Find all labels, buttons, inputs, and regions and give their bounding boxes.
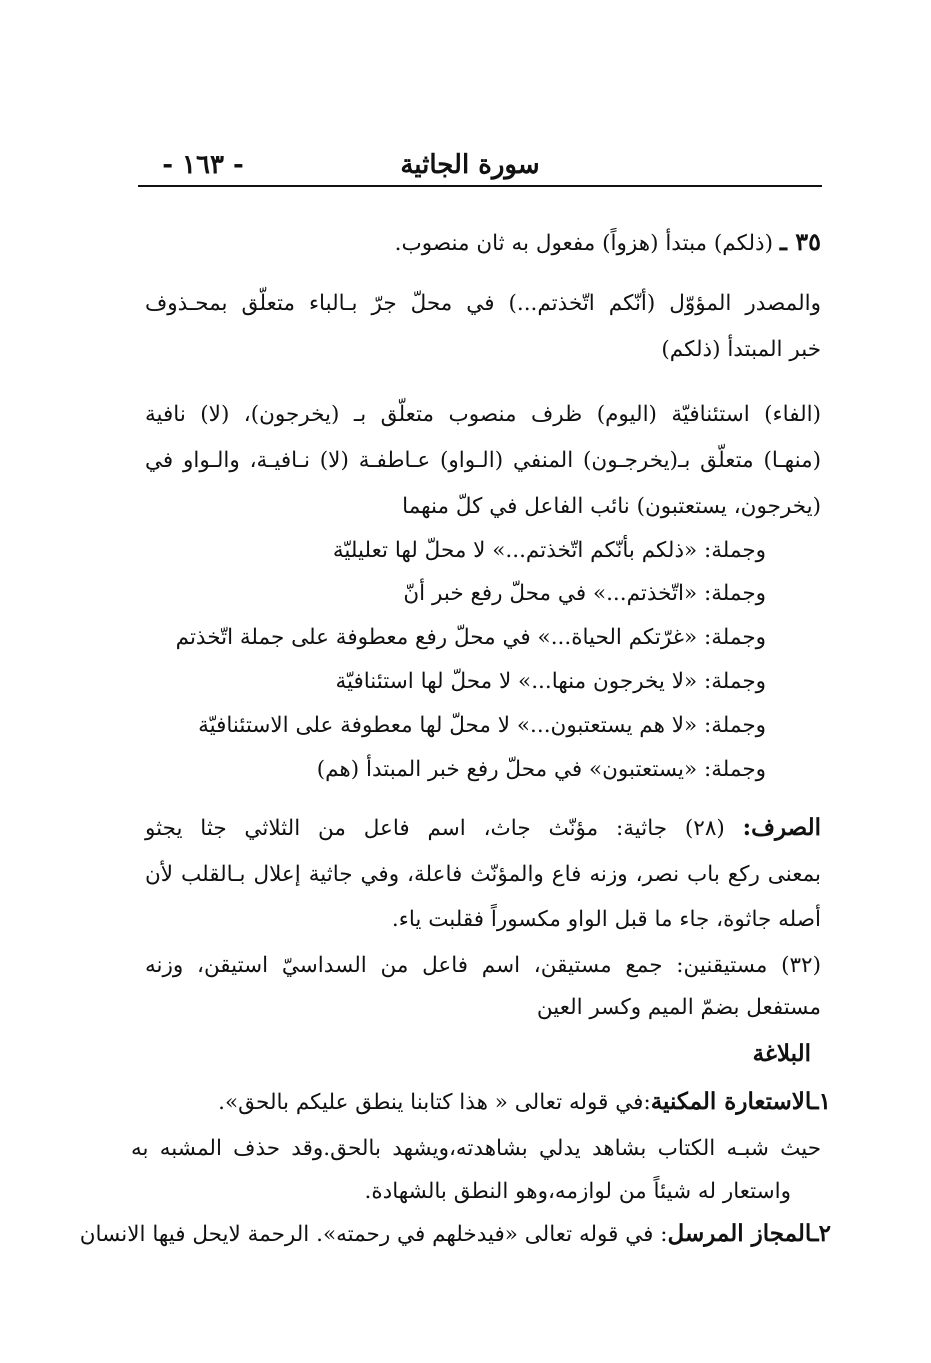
text-line: مستفعل بضمّ الميم وكسر العين bbox=[536, 995, 821, 1020]
text-line: أصله جاثوة، جاء ما قبل الواو مكسوراً فقلبت ياء. bbox=[391, 907, 821, 932]
text-line: (٣٢) مستيقنين: جمع مستيقن، اسم فاعل من السداسيّ استيقن، وزنه bbox=[145, 953, 821, 978]
text-line: (منهـا) متعلّق بـ(يخرجـون) المنفي (الـواو) عـاطفـة (لا) نـافيـة، والـواو في bbox=[145, 448, 821, 473]
line-text: :في قوله تعالى « هذا كتابنا ينطق عليكم بالحق». bbox=[218, 1090, 651, 1115]
rhetoric-label: ٢ـالمجاز المرسل bbox=[667, 1220, 831, 1247]
surah-title: سورة الجاثية bbox=[400, 150, 540, 180]
rhetoric-label: ١ـالاستعارة المكنية bbox=[650, 1088, 831, 1115]
text-line: والمصدر المؤوّل (أنّكم اتّخذتم...) في محلّ جرّ بـالباء متعلّق بمحـذوف bbox=[145, 291, 821, 316]
line-text: (٢٨) جاثية: مؤنّث جاث، اسم فاعل من الثلاثي جثا يجثو bbox=[145, 816, 743, 841]
sentence-analysis: وجملة: «اتّخذتم...» في محلّ رفع خبر أنّ bbox=[403, 581, 766, 606]
text-line: (يخرجون، يستعتبون) نائب الفاعل في كلّ منهما bbox=[402, 494, 821, 519]
text-line: بمعنى ركع باب نصر، وزنه فاع والمؤنّث فاعلة، وفي جاثية إعلال بـالقلب لأن bbox=[145, 862, 821, 887]
page-number: - ١٦٣ - bbox=[162, 150, 244, 180]
rhetoric-item bbox=[218, 1086, 831, 1118]
morphology-line bbox=[145, 812, 821, 844]
text-line: (الفاء) استئنافيّة (اليوم) ظرف منصوب متعلّق بـ (يخرجون)، (لا) نافية bbox=[145, 402, 821, 427]
ayah-number: ٣٥ ـ bbox=[779, 227, 821, 256]
header-rule bbox=[138, 185, 822, 187]
section-heading: البلاغة bbox=[752, 1040, 811, 1067]
text-line: حيث شبـه الكتاب بشاهد يدلي بشاهدته،ويشهد بالحق.وقد حذف المشبه به bbox=[131, 1136, 821, 1161]
sentence-analysis: وجملة: «لا هم يستعتبون...» لا محلّ لها معطوفة على الاستئنافيّة bbox=[198, 713, 766, 738]
sentence-analysis: وجملة: «ذلكم بأنّكم اتّخذتم...» لا محلّ لها تعليليّة bbox=[332, 538, 766, 563]
line-text: (ذلكم) مبتدأ (هزواً) مفعول به ثان منصوب. bbox=[394, 231, 780, 256]
rhetoric-item bbox=[79, 1218, 831, 1250]
sentence-analysis: وجملة: «لا يخرجون منها...» لا محلّ لها استئنافيّة bbox=[335, 669, 766, 694]
text-line: واستعار له شيئاً من لوازمه،وهو النطق بالشهادة. bbox=[364, 1179, 791, 1204]
text-line: خبر المبتدأ (ذلكم) bbox=[661, 337, 821, 362]
sentence-analysis: وجملة: «يستعتبون» في محلّ رفع خبر المبتدأ (هم) bbox=[316, 757, 766, 782]
morphology-label: الصرف: bbox=[742, 814, 821, 841]
ayah-35-line bbox=[395, 226, 821, 258]
sentence-analysis: وجملة: «غرّتكم الحياة...» في محلّ رفع معطوفة على جملة اتّخذتم bbox=[175, 625, 766, 650]
line-text: : في قوله تعالى «فيدخلهم في رحمته». الرحمة لايحل فيها الانسان bbox=[79, 1222, 668, 1247]
